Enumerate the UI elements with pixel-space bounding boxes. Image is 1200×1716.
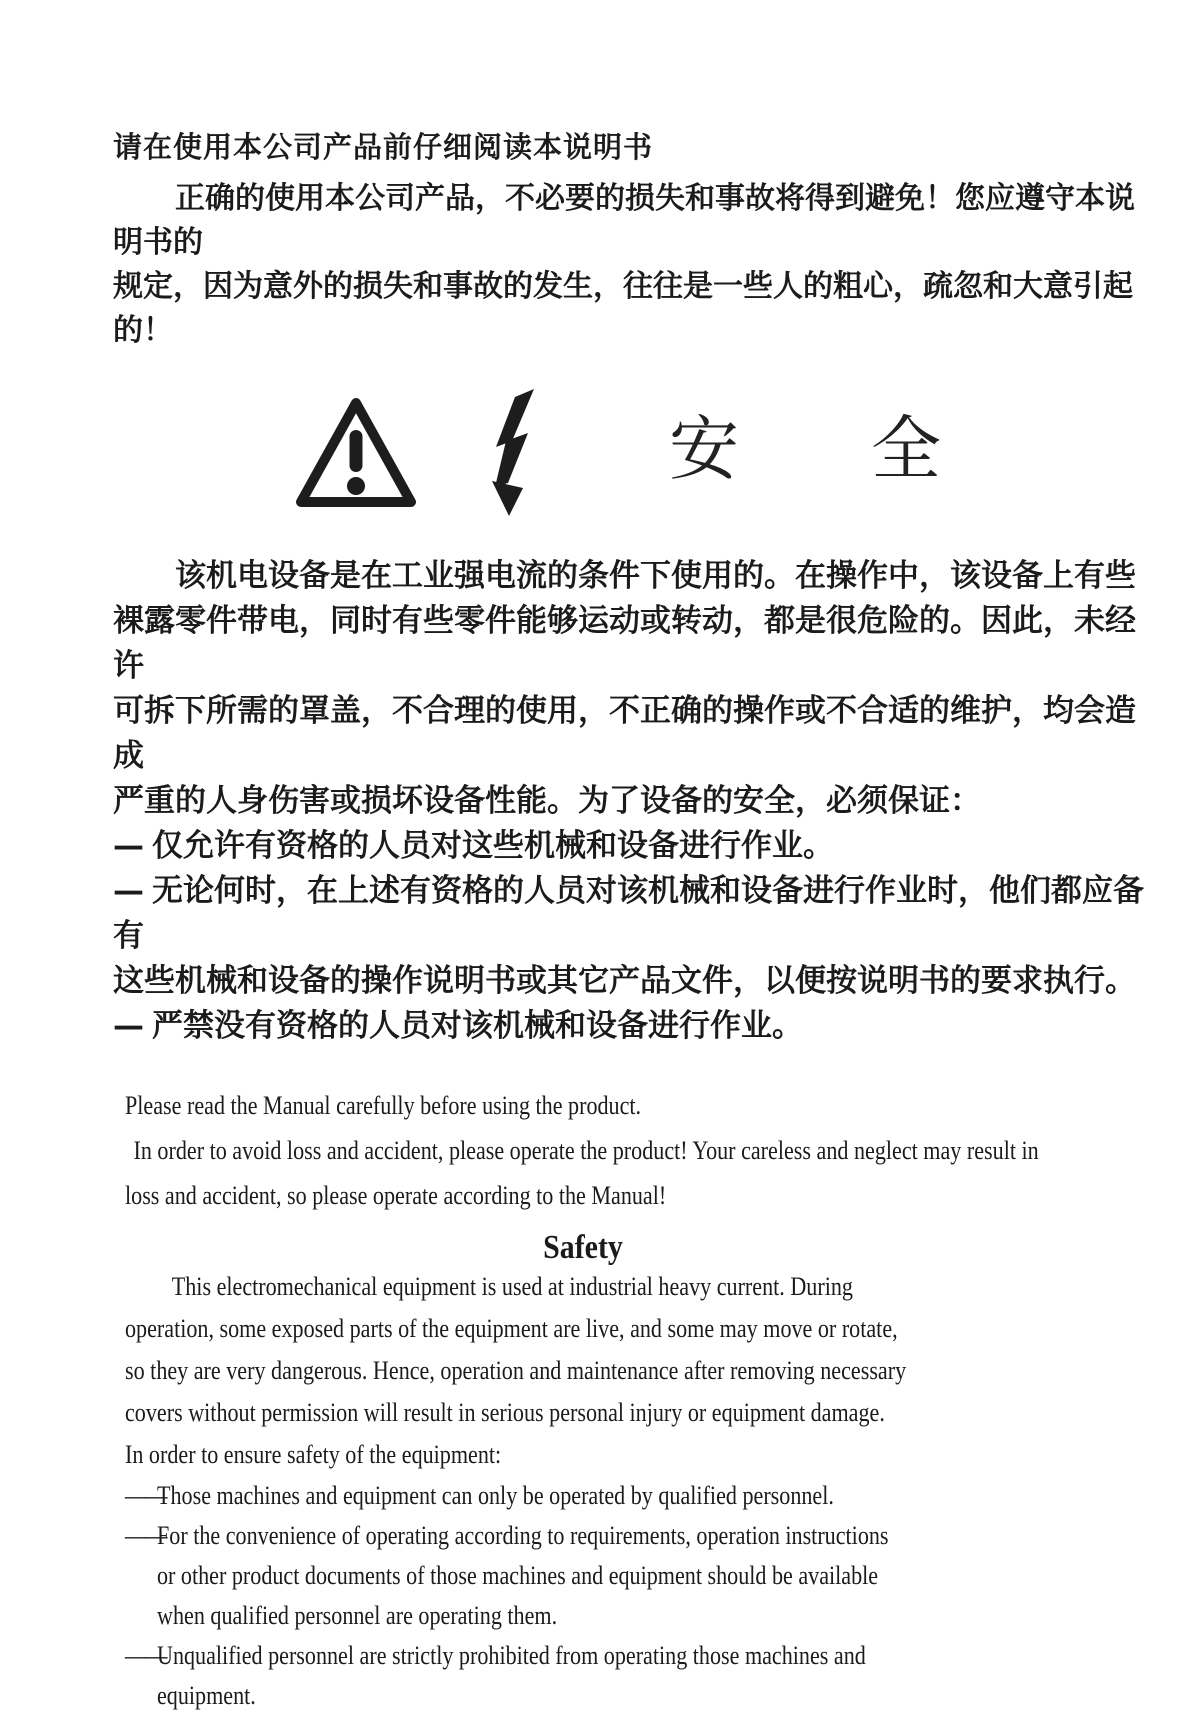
zh-rule-text: 严禁没有资格的人员对该机械和设备进行作业。 <box>152 1008 803 1044</box>
en-rule-text: Unqualified personnel are strictly prohibited from operating those machines and <box>157 1641 866 1670</box>
safety-symbol-row <box>113 388 1150 518</box>
en-rule-text-continued: or other product documents of those machines and equipment should be available <box>157 1561 879 1590</box>
en-rule-text: Those machines and equipment can only be operated by qualified personnel. <box>157 1481 834 1510</box>
zh-safety-paragraph: 该机电设备是在工业强电流的条件下使用的。在操作中，该设备上有些 裸露零件带电，同时有些零件能够运动或转动，都是很危险的。因此，未经许 可拆下所需的罩盖，不合理的使用，不正确的操作或不合适的维护，均会造成 严重的人身伤害或损坏设备性能。为了设备的安全，必须保证： <box>113 558 1136 819</box>
dash-bullet: —— <box>125 1481 166 1510</box>
en-rule-instructions-available <box>125 1516 1150 1636</box>
safety-char-quan: 全 <box>871 408 941 490</box>
zh-rule-instructions-available <box>113 869 1150 1004</box>
en-rule-text-continued: equipment. <box>157 1681 256 1710</box>
dash-bullet: —— <box>125 1641 166 1670</box>
en-avoid-loss-paragraph: In order to avoid loss and accident, please operate the product! Your careless and neglect may result in loss and accident, so please operate according to the Manual! <box>125 1136 1039 1210</box>
dash-bullet: — <box>113 828 142 864</box>
zh-safety-rules <box>113 824 1150 1049</box>
zh-rule-text-continued: 这些机械和设备的操作说明书或其它产品文件，以便按说明书的要求执行。 <box>113 963 1136 999</box>
en-safety-paragraph: This electromechanical equipment is used at industrial heavy current. During operation, some exposed parts of the equipment are live, and some may move or rotate, so they are very dangerous. Hence, operation and maintenance after removing necessary covers without permission will result in serious personal injury or equipment damage. In order to ensure safety of the equipment: <box>125 1272 907 1469</box>
zh-rule-text: 无论何时，在上述有资格的人员对该机械和设备进行作业时，他们都应备有 <box>113 873 1144 954</box>
safety-char-an: 安 <box>669 408 739 490</box>
dash-bullet: — <box>113 873 142 909</box>
en-rule-text-continued: when qualified personnel are operating them. <box>157 1601 558 1630</box>
safety-heading: Safety <box>543 1229 623 1266</box>
zh-rule-qualified-only <box>113 824 1150 869</box>
zh-intro-paragraph: 正确的使用本公司产品，不必要的损失和事故将得到避免！您应遵守本说明书的 规定，因为意外的损失和事故的发生，往往是一些人的粗心，疏忽和大意引起的！ <box>113 181 1135 348</box>
zh-rule-unqualified-prohibited <box>113 1004 1150 1049</box>
warning-triangle-icon <box>292 394 420 512</box>
en-rule-text: For the convenience of operating according to requirements, operation instructions <box>157 1521 889 1550</box>
en-rule-unqualified-prohibited <box>125 1636 1150 1716</box>
en-rule-qualified-only <box>125 1476 1150 1516</box>
zh-read-manual-title: 请在使用本公司产品前仔细阅读本说明书 <box>113 130 654 164</box>
dash-bullet: —— <box>125 1521 166 1550</box>
en-safety-rules <box>125 1476 1150 1716</box>
high-voltage-lightning-icon <box>490 389 554 517</box>
zh-rule-text: 仅允许有资格的人员对这些机械和设备进行作业。 <box>152 828 834 864</box>
english-section <box>125 1083 1150 1716</box>
en-read-manual-line: Please read the Manual carefully before using the product. <box>125 1091 642 1120</box>
dash-bullet: — <box>113 1008 142 1044</box>
